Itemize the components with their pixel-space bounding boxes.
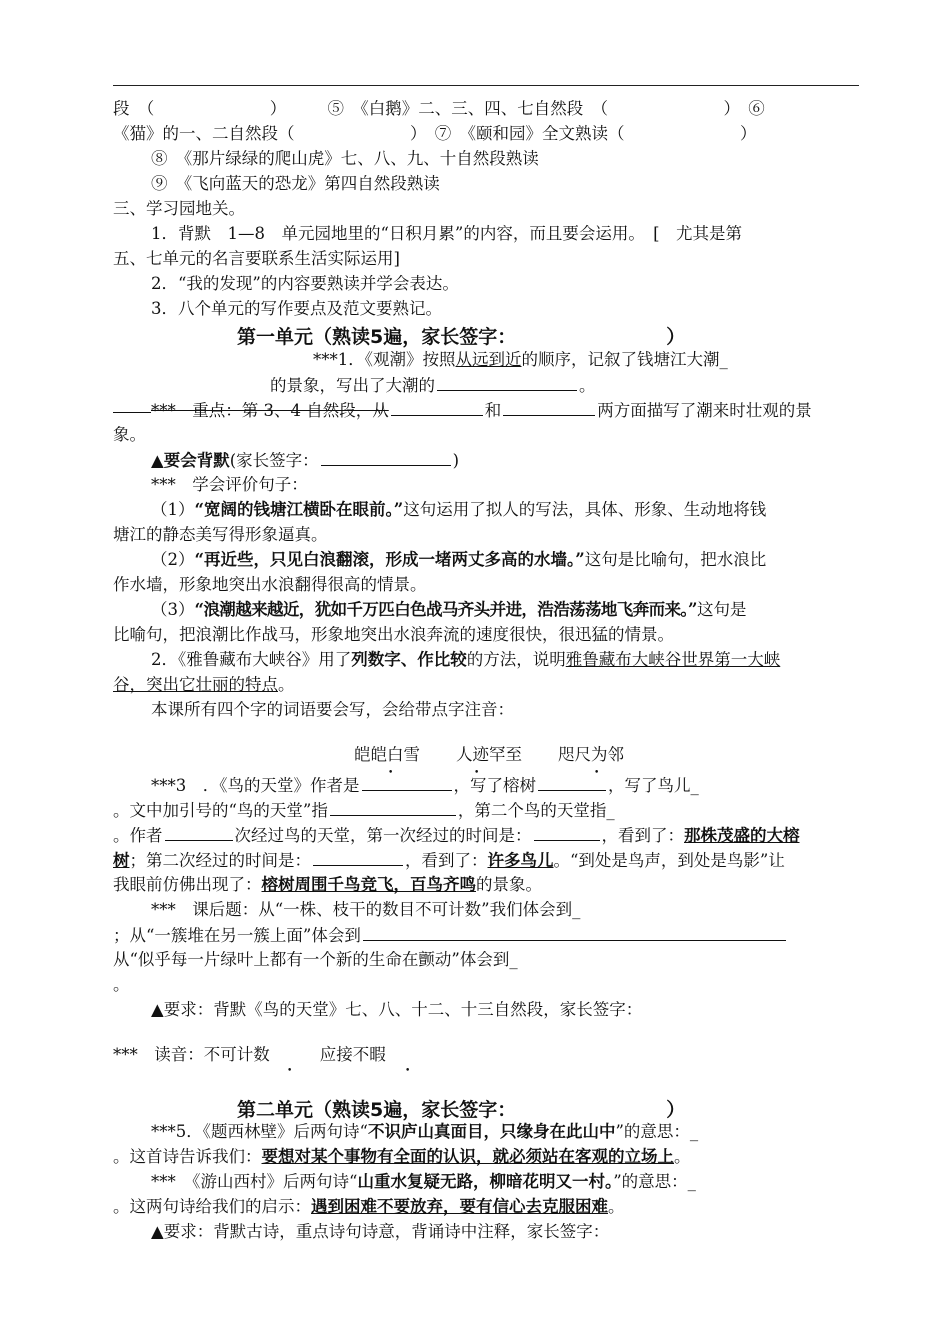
sentence-1 [151,498,766,522]
q3-saw-answer: 那株茂盛的大榕 [684,826,800,845]
q3-first-time: 次经过鸟的天堂，第一次经过的时间是： [234,826,532,845]
q1-suffix: 的顺序，记叙了钱塘江大潮_ [521,350,728,369]
q3-line-1 [151,773,699,798]
recite-line [151,448,459,473]
sentence-3-cont: 比喻句，把浪潮比作战马，形象地突出水浪奔流的速度很快，很迅猛的情景。 [113,625,674,644]
q3-birds: ，写了鸟儿_ [608,776,699,795]
q3-saw-2: ，看到了： [405,851,488,870]
q3-saw: ，看到了： [601,826,684,845]
unit-1-heading-sign: 遍，家长签字： [383,326,517,348]
q3-line-4 [113,848,785,873]
poem-5-line-2 [113,1145,691,1169]
poem-5-prefix: ***5．《题西林壁》后两句诗“ [151,1122,368,1141]
q3-line-5 [113,873,542,897]
unit-1-heading [237,322,685,349]
q2-mid: 的方法，说明 [466,650,566,669]
after-question-1: *** 课后题：从“一株、枝干的数目不可计数”我们体会到_ [151,900,581,919]
q3-saw-answer-cont: 树 [113,851,130,870]
pronunciation-word-2: 应接不暇 [319,1045,386,1064]
q1-key-line-2: 象。 [113,425,146,444]
section-3-item-1-cont: 五、七单元的名言要联系生活实际运用] [113,249,400,268]
q1-key-line [113,398,812,423]
review-line-4: ⑨ 《飞向蓝天的恐龙》第四自然段熟读 [151,174,440,193]
q3-prefix: ***3 ．《鸟的天堂》作者是 [151,776,360,795]
unit-1-heading-text: 第一单元（熟读 [237,326,371,348]
unit-1-heading-count: 5 [370,326,384,348]
unit-2-heading-count: 5 [370,1099,384,1121]
q1-key-blank-1[interactable] [391,398,483,416]
sentence-1-cont: 塘江的静态美写得形象逼真。 [113,525,328,544]
poem-6-line [151,1170,696,1194]
q3-blank-times[interactable] [165,823,233,841]
q1-line [313,348,728,372]
sentence-3-quote: “浪潮越来越近，犹如千万匹白色战马齐头并进，浩浩荡荡地飞奔而来。” [194,600,697,619]
recite-sign: (家长签字： [229,451,319,470]
q1-order: 从远到近 [455,350,522,369]
unit-1-requirement: ▲要求：背默《鸟的天堂》七、八、十二、十三自然段，家长签字： [151,1000,643,1019]
pronunciation-word-1: *** 读音：不可计数 [113,1045,270,1064]
q1-line2-end: 。 [579,376,596,395]
pinyin-dot-5: • [405,1066,411,1076]
q1-blank[interactable] [437,373,577,391]
poem-6-prefix: *** 《游山西村》后两句诗“ [151,1172,358,1191]
q1-key-rest: 两方面描写了潮来时壮观的景 [597,401,812,420]
section-3-item-1: 1．背默 1—8 单元园地里的“日积月累”的内容，而且要会运用。 [ 尤其是第 [151,224,743,243]
pinyin-dot-4: • [287,1066,293,1076]
unit-1-heading-close: ） [666,326,686,348]
poem-6-inspire: 。这两句诗给我们的启示： [113,1197,311,1216]
q2-end: 。 [278,675,295,694]
sentence-1-quote: “宽阔的钱塘江横卧在眼前。” [194,500,404,519]
q1-key-blank-2[interactable] [503,398,595,416]
unit-2-requirement: ▲要求：背默古诗，重点诗句诗意，背诵诗中注释，家长签字： [151,1222,610,1241]
unit-2-heading-sign: 遍，家长签字： [383,1099,517,1121]
recite-sign-blank[interactable] [321,448,451,466]
q2-answer-cont: 谷，突出它壮丽的特点 [113,675,278,694]
after-question-2 [113,923,788,948]
q2-answer: 雅鲁藏布大峡谷世界第一大峡 [565,650,781,669]
q2-line-2 [113,673,295,697]
pinyin-dot-1: • [388,768,394,778]
words-note: 本课所有四个字的词语要会写，会给带点字注音： [151,700,514,719]
word-1: 皑皑白雪 [354,745,420,764]
sentence-2-comment: 这句是比喻句，把水浪比 [584,550,767,569]
q3-line-3 [113,823,800,848]
after-question-2-text: ；从“一簇堆在另一簇上面”体会到 [113,926,361,945]
sentence-2-quote: “再近些，只见白浪翻滚，形成一堵两丈多高的水墙。” [194,550,585,569]
pinyin-dot-2: • [474,768,480,778]
q3-second-time: ；第二次经过的时间是： [129,851,311,870]
poem-6-verse: 山重水复疑无路，柳暗花明又一村。 [357,1172,614,1191]
poem-6-line-2 [113,1195,625,1219]
poem-5-line [151,1120,698,1144]
q3-quote-meaning: 。文中加引号的“鸟的天堂”指 [113,801,328,820]
q3-scene: 榕树周围千鸟竞飞，百鸟齐鸣 [261,875,476,894]
q1-prefix: ***1．《观潮》按照 [313,350,456,369]
after-blank[interactable] [363,923,786,941]
q3-line-2 [113,798,615,823]
review-line-1: 段 （ ） ⑤ 《白鹅》二、三、四、七自然段 （ ） ⑥ [113,99,765,118]
q3-blank-second-time[interactable] [313,848,403,866]
poem-5-tells: 。这首诗告诉我们： [113,1147,262,1166]
pronunciation-line [113,1043,386,1067]
pinyin-dot-3: • [594,768,600,778]
q3-end: 的景象。 [476,875,542,894]
q3-banyan: ，写了榕树 [453,776,536,795]
q3-blank-first-time[interactable] [534,823,600,841]
sentence-2-cont: 作水墙，形象地突出水浪翻得很高的情景。 [113,575,427,594]
poem-5-meaning: ”的意思：_ [615,1122,699,1141]
unit-2-heading [237,1095,685,1122]
sentence-3 [151,598,746,622]
recite-close: ) [452,451,460,470]
q3-blank-author[interactable] [362,773,452,791]
section-3-item-2: 2．“我的发现”的内容要熟读并学会表达。 [151,274,459,293]
poem-6-end: 。 [608,1197,625,1216]
word-2: 人迹罕至 [456,745,522,764]
poem-6-meaning: ”的意思：_ [613,1172,696,1191]
q1-key-text: *** 重点：第 3、4 自然段，从 [151,401,389,420]
poem-5-end: 。 [674,1147,691,1166]
unit-2-heading-close: ） [666,1099,686,1121]
review-line-2: 《猫》的一、二自然段（ ） ⑦ 《颐和园》全文熟读（ ） [113,124,757,143]
after-question-3: 从“似乎每一片绿叶上都有一个新的生命在颤动”体会到_ [113,950,518,969]
unit-2-heading-text: 第二单元（熟读 [237,1099,371,1121]
q1-line2-text: 的景象，写出了大潮的 [270,376,435,395]
poem-6-lesson: 遇到困难不要放弃，要有信心去克服困难 [311,1197,608,1216]
sentence-3-comment: 这句是 [696,600,747,619]
q2-method: 列数字、作比较 [351,650,467,669]
sentence-2 [151,548,766,572]
after-question-end: 。 [113,975,130,994]
q3-saw-2-answer: 许多鸟儿 [487,851,554,870]
q3-blank-banyan[interactable] [538,773,606,791]
poem-5-verse: 不识庐山真面目，只缘身在此山中 [367,1122,616,1141]
sentence-1-num: （1） [151,500,195,519]
eval-title: *** 学会评价句子： [151,475,308,494]
q3-quote: 。“到处是鸟声，到处是鸟影”让 [553,851,785,870]
review-line-3: ⑧ 《那片绿绿的爬山虎》七、八、九、十自然段熟读 [151,149,539,168]
sentence-2-num: （2） [151,550,195,569]
words-row [354,743,660,767]
poem-5-lesson: 要想对某个事物有全面的认识，就必须站在客观的立场上 [261,1147,674,1166]
q1-line-2 [270,373,596,398]
q3-blank-meaning-1[interactable] [330,798,456,816]
recite-label: ▲要会背默 [151,451,230,470]
q3-appeared: 我眼前仿佛出现了： [113,875,262,894]
q1-key-and: 和 [484,401,502,420]
q2-prefix: 2．《雅鲁藏布大峡谷》用了 [151,650,352,669]
q2-line [151,648,780,672]
sentence-3-num: （3） [151,600,195,619]
section-3-item-3: 3．八个单元的写作要点及范文要熟记。 [151,299,442,318]
sentence-1-comment: 这句运用了拟人的写法，具体、形象、生动地将钱 [403,500,767,519]
header-rule [113,85,859,86]
q3-author: 。作者 [113,826,163,845]
word-3: 咫尺为邻 [558,745,624,764]
q3-second: ，第二个鸟的天堂指_ [457,801,615,820]
section-3-title: 三、学习园地关。 [113,199,245,218]
